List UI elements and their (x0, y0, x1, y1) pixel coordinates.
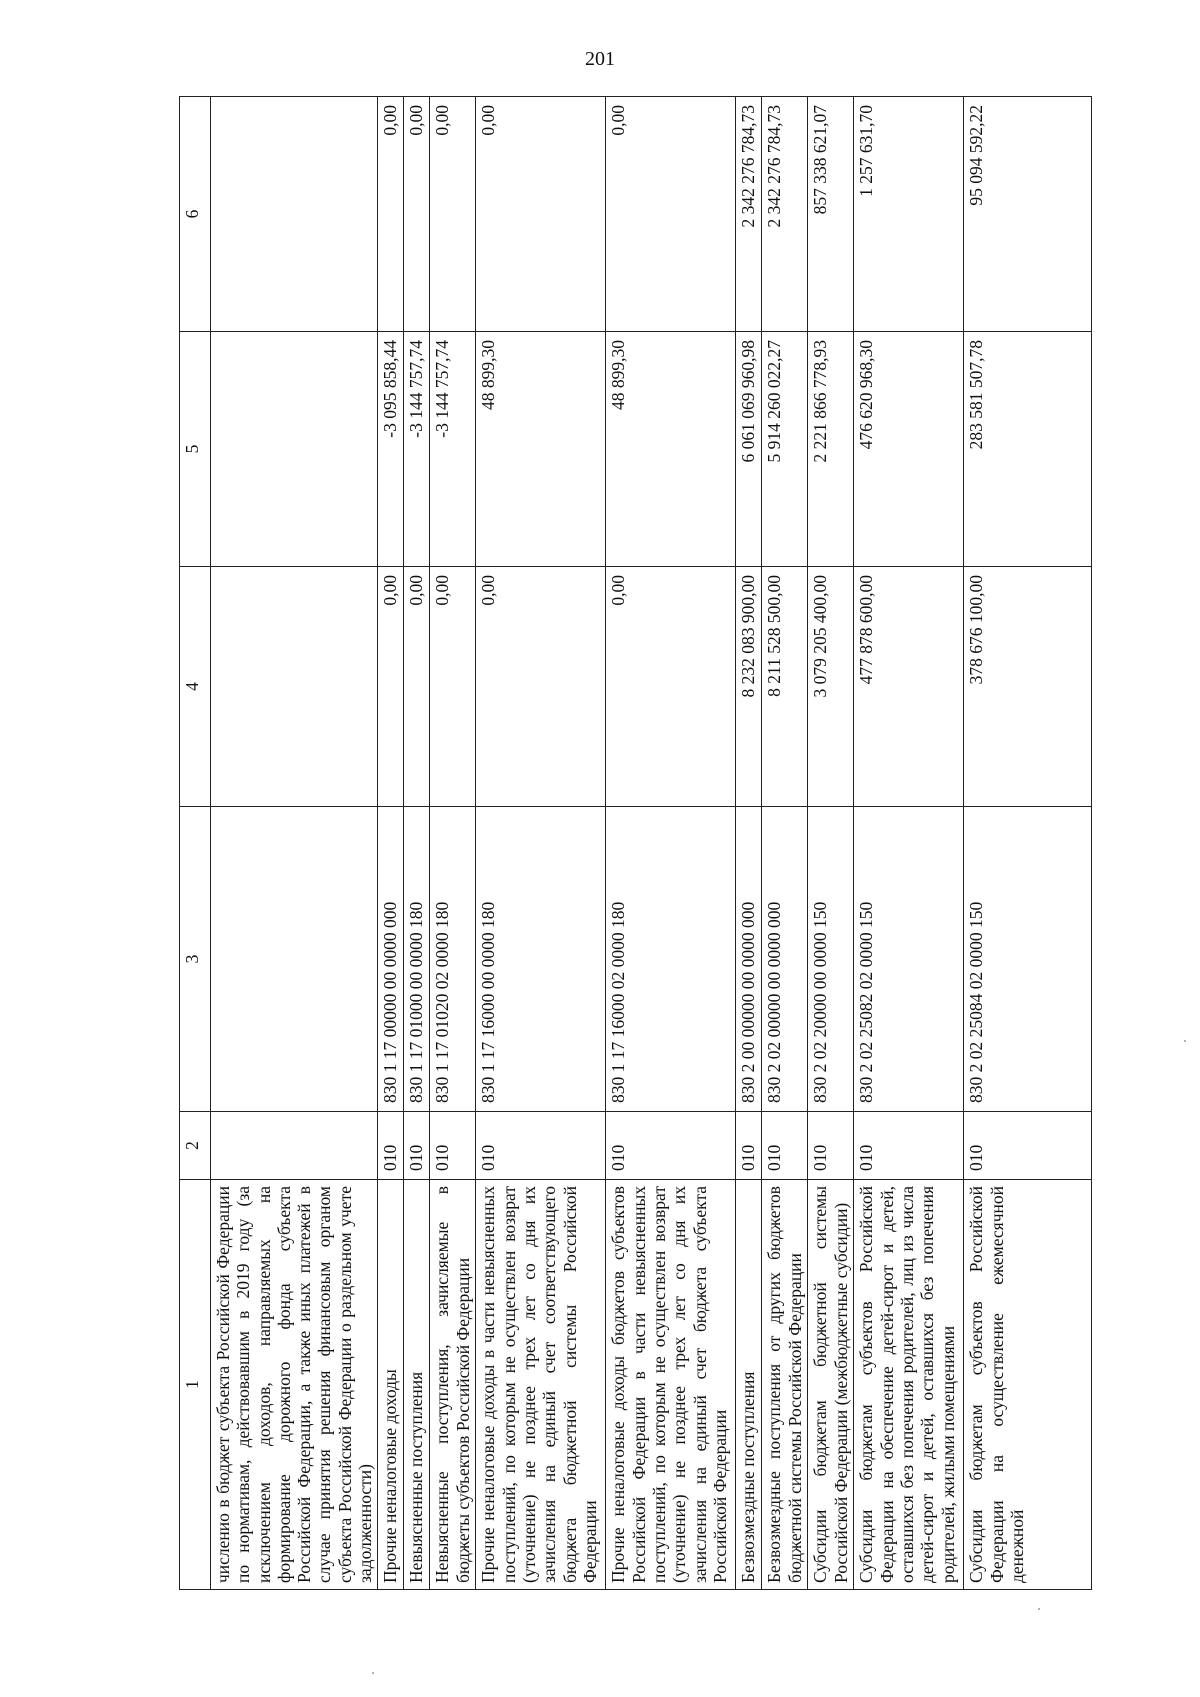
row-col-5: 5 914 260 022,27 (762, 332, 808, 567)
header-col-1: 1 (180, 1180, 211, 1590)
table-row (762, 97, 808, 1590)
row-col-6: 857 338 621,07 (808, 97, 854, 332)
row-code: 010 (854, 1112, 964, 1180)
row-kbk: 830 2 02 25084 02 0000 150 (964, 807, 1092, 1112)
row-kbk: 830 2 02 20000 00 0000 150 (808, 807, 854, 1112)
row-col-6: 2 342 276 784,73 (736, 97, 762, 332)
table-row (808, 97, 854, 1590)
table-row (964, 97, 1092, 1590)
row-code: 010 (404, 1112, 430, 1180)
table-row (476, 97, 606, 1590)
header-col-6: 6 (180, 97, 211, 332)
row-col-5: 2 221 866 778,93 (808, 332, 854, 567)
row-col-5: 283 581 507,78 (964, 332, 1092, 567)
row-name: Субсидии бюджетам субъектов Российской Федерации на обеспечение детей-сирот и детей, оставшихся без попечения родителей, лиц из числа детей-сирот и детей, оставшихся без попечения родителей, жилыми помещениями (854, 1180, 964, 1590)
header-col-4: 4 (180, 567, 211, 807)
row-col-4: 8 211 528 500,00 (762, 567, 808, 807)
row-name: Безвозмездные поступления от других бюджетов бюджетной системы Российской Федерации (762, 1180, 808, 1590)
row-name: Субсидии бюджетам субъектов Российской Федерации на осуществление ежемесячной денежной (964, 1180, 1092, 1590)
rotated-table-sheet (179, 97, 1092, 1590)
row-code: 010 (606, 1112, 736, 1180)
row-col-4: 8 232 083 900,00 (736, 567, 762, 807)
row-col-6: 0,00 (404, 97, 430, 332)
row-col-4 (211, 567, 378, 807)
row-name: Прочие неналоговые доходы (378, 1180, 404, 1590)
row-kbk: 830 2 00 00000 00 0000 000 (736, 807, 762, 1112)
row-col-4: 0,00 (476, 567, 606, 807)
row-code: 010 (476, 1112, 606, 1180)
row-col-5: -3 144 757,74 (404, 332, 430, 567)
row-col-4: 0,00 (430, 567, 476, 807)
row-name: Субсидии бюджетам бюджетной системы Российской Федерации (межбюджетные субсидии) (808, 1180, 854, 1590)
table-row (430, 97, 476, 1590)
row-kbk: 830 1 17 16000 02 0000 180 (606, 807, 736, 1112)
scan-speck (372, 1672, 374, 1674)
row-col-6: 0,00 (378, 97, 404, 332)
row-col-5: -3 095 858,44 (378, 332, 404, 567)
row-col-5: 6 061 069 960,98 (736, 332, 762, 567)
row-col-6: 2 342 276 784,73 (762, 97, 808, 332)
row-kbk: 830 1 17 01020 02 0000 180 (430, 807, 476, 1112)
row-name: Безвозмездные поступления (736, 1180, 762, 1590)
row-col-6 (211, 97, 378, 332)
row-code: 010 (430, 1112, 476, 1180)
header-col-3: 3 (180, 807, 211, 1112)
table-row (378, 97, 404, 1590)
row-name: Прочие неналоговые доходы бюджетов субъектов Российской Федерации в части невыясненных поступлений, по которым не осуществлен возврат (уточнение) не позднее трех лет со дня их зачисления на единый счет бюджета субъекта Российской Федерации (606, 1180, 736, 1590)
row-kbk (211, 807, 378, 1112)
row-col-4: 477 878 600,00 (854, 567, 964, 807)
row-kbk: 830 1 17 16000 00 0000 180 (476, 807, 606, 1112)
row-name: Невыясненные поступления (404, 1180, 430, 1590)
row-name: численио в бюджет субъекта Российской Федерации по нормативам, действовавшим в 2019 году (за исключением доходов, направляемых на формирование дорожного фонда субъекта Российской Федерации, а также иных платежей в случае принятия решения финансовым органом субъекта Российской Федерации о раздельном учете задолженности) (211, 1180, 378, 1590)
row-col-4: 378 676 100,00 (964, 567, 1092, 807)
row-col-6: 0,00 (476, 97, 606, 332)
scan-speck (1184, 1040, 1186, 1042)
table-row (211, 97, 378, 1590)
row-col-6: 95 094 592,22 (964, 97, 1092, 332)
revenue-table (179, 96, 1092, 1590)
row-col-5: -3 144 757,74 (430, 332, 476, 567)
row-col-6: 1 257 631,70 (854, 97, 964, 332)
row-kbk: 830 1 17 00000 00 0000 000 (378, 807, 404, 1112)
row-code: 010 (762, 1112, 808, 1180)
row-col-5: 48 899,30 (476, 332, 606, 567)
table-row (404, 97, 430, 1590)
row-code (211, 1112, 378, 1180)
row-code: 010 (736, 1112, 762, 1180)
row-col-4: 3 079 205 400,00 (808, 567, 854, 807)
row-col-6: 0,00 (430, 97, 476, 332)
table-row (606, 97, 736, 1590)
row-name: Невыясненные поступления, зачисляемые в бюджеты субъектов Российской Федерации (430, 1180, 476, 1590)
row-kbk: 830 2 02 25082 02 0000 150 (854, 807, 964, 1112)
header-col-5: 5 (180, 332, 211, 567)
row-kbk: 830 1 17 01000 00 0000 180 (404, 807, 430, 1112)
row-col-4: 0,00 (378, 567, 404, 807)
row-name: Прочие неналоговые доходы в части невыясненных поступлений, по которым не осуществлен возврат (уточнение) не позднее трех лет со дня их зачисления на единый счет соответствующего бюджета бюджетной системы Российской Федерации (476, 1180, 606, 1590)
row-col-4: 0,00 (606, 567, 736, 807)
header-row (180, 97, 211, 1590)
row-kbk: 830 2 02 00000 00 0000 000 (762, 807, 808, 1112)
row-col-5 (211, 332, 378, 567)
row-col-5: 48 899,30 (606, 332, 736, 567)
page-number: 201 (585, 48, 615, 70)
row-code: 010 (964, 1112, 1092, 1180)
row-col-5: 476 620 968,30 (854, 332, 964, 567)
header-col-2: 2 (180, 1112, 211, 1180)
table-row (854, 97, 964, 1590)
row-col-4: 0,00 (404, 567, 430, 807)
row-code: 010 (378, 1112, 404, 1180)
row-col-6: 0,00 (606, 97, 736, 332)
row-code: 010 (808, 1112, 854, 1180)
table-row (736, 97, 762, 1590)
scan-speck (1038, 1608, 1040, 1610)
